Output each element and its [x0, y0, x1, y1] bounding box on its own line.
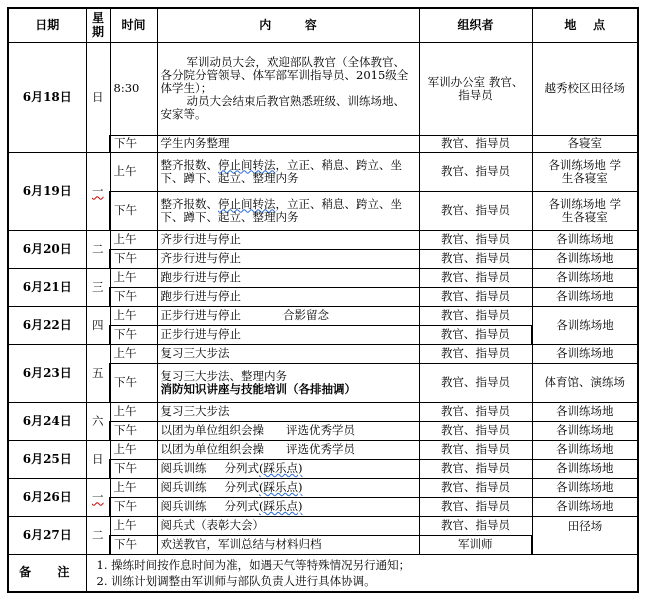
remarks-line: 2. 训练计划调整由军训师与部队负责人进行具体协调。 — [96, 573, 376, 588]
header-content: 内 容 — [157, 8, 419, 42]
organizer-cell: 教官、指导员 — [419, 363, 532, 402]
time-cell: 上午 — [110, 402, 157, 421]
time-cell: 下午 — [110, 191, 157, 230]
content-cell: 复习三大步法 — [157, 344, 419, 363]
date-cell: 6月25日 — [8, 440, 86, 478]
weekday-text: 一 — [92, 489, 104, 504]
content-cell — [157, 191, 419, 230]
date-cell: 6月19日 — [8, 152, 86, 230]
organizer-cell: 教官、指导员 — [419, 152, 532, 191]
location-cell: 各训练场地 — [532, 230, 638, 249]
organizer-cell: 教官、指导员 — [419, 287, 532, 306]
location-cell: 各训练场地 — [532, 344, 638, 363]
content-text: 评选优秀学员 — [286, 442, 355, 456]
content-cell — [157, 478, 419, 497]
organizer-cell: 教官、指导员 — [419, 344, 532, 363]
time-cell: 下午 — [110, 287, 157, 306]
weekday-cell: 三 — [86, 268, 110, 306]
time-cell: 8:30 — [110, 42, 157, 135]
content-cell — [157, 306, 419, 325]
weekday-cell: 五 — [86, 344, 110, 402]
table-row — [8, 42, 638, 135]
content-text-underlined: 停止间转法 — [218, 157, 276, 172]
weekday-cell: 四 — [86, 306, 110, 344]
content-cell: 复习三大步法 — [157, 402, 419, 421]
table-row — [8, 440, 638, 459]
table-row — [8, 402, 638, 421]
remarks-title: 备 注 — [8, 554, 86, 592]
header-organizer: 组织者 — [419, 8, 532, 42]
content-text: ，立正、稍息、跨立、坐下、蹲下、起立、整理内务 — [160, 157, 402, 185]
location-cell: 各训练场地 — [532, 421, 638, 440]
content-cell: 齐步行进与停止 — [157, 249, 419, 268]
location-cell: 各训练场地 学生各寝室 — [532, 191, 638, 230]
header-weekday-text: 星期 — [92, 11, 105, 40]
time-cell: 上午 — [110, 152, 157, 191]
time-cell: 上午 — [110, 230, 157, 249]
content-cell — [157, 152, 419, 191]
table-row — [8, 230, 638, 249]
table-row — [8, 344, 638, 363]
organizer-cell: 教官、指导员 — [419, 325, 532, 344]
time-cell: 下午 — [110, 535, 157, 554]
organizer-cell: 教官、指导员 — [419, 268, 532, 287]
weekday-cell: 二 — [86, 516, 110, 554]
weekday-cell — [86, 478, 110, 516]
time-cell: 上午 — [110, 306, 157, 325]
table-row — [8, 306, 638, 325]
header-date: 日期 — [8, 8, 86, 42]
content-cell: 欢送教官，军训总结与材料归档 — [157, 535, 419, 554]
time-cell: 下午 — [110, 497, 157, 516]
header-location: 地 点 — [532, 8, 638, 42]
time-cell: 上午 — [110, 440, 157, 459]
organizer-cell: 教官、指导员 — [419, 230, 532, 249]
location-cell: 体育馆、演练场 — [532, 363, 638, 402]
time-cell: 上午 — [110, 344, 157, 363]
content-text: 军训动员大会，欢迎部队教官（全体教官、各分院分管领导、体军部军训指导员、2015级全体学生）； — [160, 55, 409, 95]
table-row — [8, 478, 638, 497]
header-row — [8, 8, 638, 42]
organizer-cell: 教官、指导员 — [419, 249, 532, 268]
date-cell: 6月24日 — [8, 402, 86, 440]
organizer-cell: 教官、指导员 — [419, 440, 532, 459]
location-cell: 各训练场地 学生各寝室 — [532, 152, 638, 191]
content-text: 以团为单位组织会操 — [160, 442, 264, 456]
location-cell: 各寝室 — [532, 135, 638, 152]
content-text-underlined: (踩乐点) — [259, 480, 303, 494]
time-cell: 下午 — [110, 421, 157, 440]
content-text: 整齐报数、 — [160, 157, 218, 172]
content-text: 阅兵训练 — [160, 461, 207, 475]
organizer-cell: 教官、指导员 — [419, 421, 532, 440]
location-cell: 各训练场地 — [532, 497, 638, 516]
content-text-underlined: (踩乐点) — [259, 461, 303, 475]
location-cell: 各训练场地 — [532, 478, 638, 497]
date-cell: 6月27日 — [8, 516, 86, 554]
content-cell — [157, 459, 419, 478]
date-cell: 6月23日 — [8, 344, 86, 402]
content-text: 阅兵训练 — [160, 480, 207, 494]
content-cell: 跑步行进与停止 — [157, 287, 419, 306]
organizer-cell: 教官、指导员 — [419, 497, 532, 516]
content-text-underlined: 停止间转法 — [218, 196, 276, 211]
weekday-text: 一 — [92, 183, 104, 198]
header-time: 时间 — [110, 8, 157, 42]
organizer-cell: 教官、指导员 — [419, 459, 532, 478]
organizer-cell: 军训办公室 教官、指导员 — [419, 42, 532, 135]
table-row — [8, 268, 638, 287]
organizer-cell: 教官、指导员 — [419, 516, 532, 535]
content-cell — [157, 421, 419, 440]
content-cell: 齐步行进与停止 — [157, 230, 419, 249]
location-cell: 各训练场地 — [532, 459, 638, 478]
content-text: 正步行进与停止 — [160, 308, 241, 322]
content-text: 分列式 — [224, 499, 259, 513]
organizer-cell: 教官、指导员 — [419, 191, 532, 230]
content-cell: 学生内务整理 — [157, 135, 419, 152]
time-cell: 上午 — [110, 268, 157, 287]
header-weekday — [86, 8, 110, 42]
location-cell: 各训练场地 — [532, 249, 638, 268]
weekday-cell: 日 — [86, 440, 110, 478]
content-text: 整齐报数、 — [160, 196, 218, 211]
weekday-cell: 六 — [86, 402, 110, 440]
training-schedule-table — [7, 7, 639, 593]
weekday-cell: 日 — [86, 42, 110, 152]
time-cell: 下午 — [110, 363, 157, 402]
content-cell: 阅兵式（表彰大会） — [157, 516, 419, 535]
weekday-cell — [86, 152, 110, 230]
location-cell: 各训练场地 — [532, 440, 638, 459]
time-cell: 下午 — [110, 459, 157, 478]
organizer-cell: 教官、指导员 — [419, 478, 532, 497]
content-cell — [157, 440, 419, 459]
remarks-row — [8, 554, 638, 592]
location-cell: 各训练场地 — [532, 306, 638, 344]
location-cell: 各训练场地 — [532, 268, 638, 287]
location-cell: 各训练场地 — [532, 287, 638, 306]
organizer-cell: 教官、指导员 — [419, 402, 532, 421]
time-cell: 下午 — [110, 249, 157, 268]
content-text: 阅兵训练 — [160, 499, 207, 513]
organizer-cell: 军训师 — [419, 535, 532, 554]
date-cell: 6月18日 — [8, 42, 86, 152]
content-text: ，立正、稍息、跨立、坐下、蹲下、起立、整理内务 — [160, 196, 402, 224]
time-cell: 下午 — [110, 325, 157, 344]
location-cell: 越秀校区田径场 — [532, 42, 638, 135]
content-cell: 跑步行进与停止 — [157, 268, 419, 287]
weekday-cell: 二 — [86, 230, 110, 268]
organizer-cell: 教官、指导员 — [419, 135, 532, 152]
content-cell — [157, 363, 419, 402]
content-text: 评选优秀学员 — [286, 423, 355, 437]
date-cell: 6月22日 — [8, 306, 86, 344]
time-cell: 上午 — [110, 516, 157, 535]
content-text: 分列式 — [224, 461, 259, 475]
content-text-bold: 消防知识讲座与技能培训（各排抽调） — [160, 381, 356, 396]
organizer-cell: 教官、指导员 — [419, 306, 532, 325]
content-cell — [157, 497, 419, 516]
table-row — [8, 516, 638, 535]
content-cell — [157, 42, 419, 135]
content-text: 以团为单位组织会操 — [160, 423, 264, 437]
content-text-underlined: (踩乐点) — [259, 499, 303, 513]
content-cell: 正步行进与停止 — [157, 325, 419, 344]
content-text: 复习三大步法、整理内务 — [160, 368, 287, 383]
remarks-cell — [86, 554, 638, 592]
time-cell: 下午 — [110, 135, 157, 152]
content-note: 合影留念 — [283, 308, 329, 322]
table-row — [8, 152, 638, 191]
date-cell: 6月21日 — [8, 268, 86, 306]
location-cell: 各训练场地 — [532, 402, 638, 421]
remarks-line: 1. 操练时间按作息时间为准，如遇天气等特殊情况另行通知； — [96, 557, 411, 572]
date-cell: 6月20日 — [8, 230, 86, 268]
content-text: 分列式 — [224, 480, 259, 494]
content-text: 动员大会结束后教官熟悉班级、训练场地、安家等。 — [160, 94, 405, 121]
time-cell: 上午 — [110, 478, 157, 497]
location-cell: 田径场 — [532, 516, 638, 554]
date-cell: 6月26日 — [8, 478, 86, 516]
